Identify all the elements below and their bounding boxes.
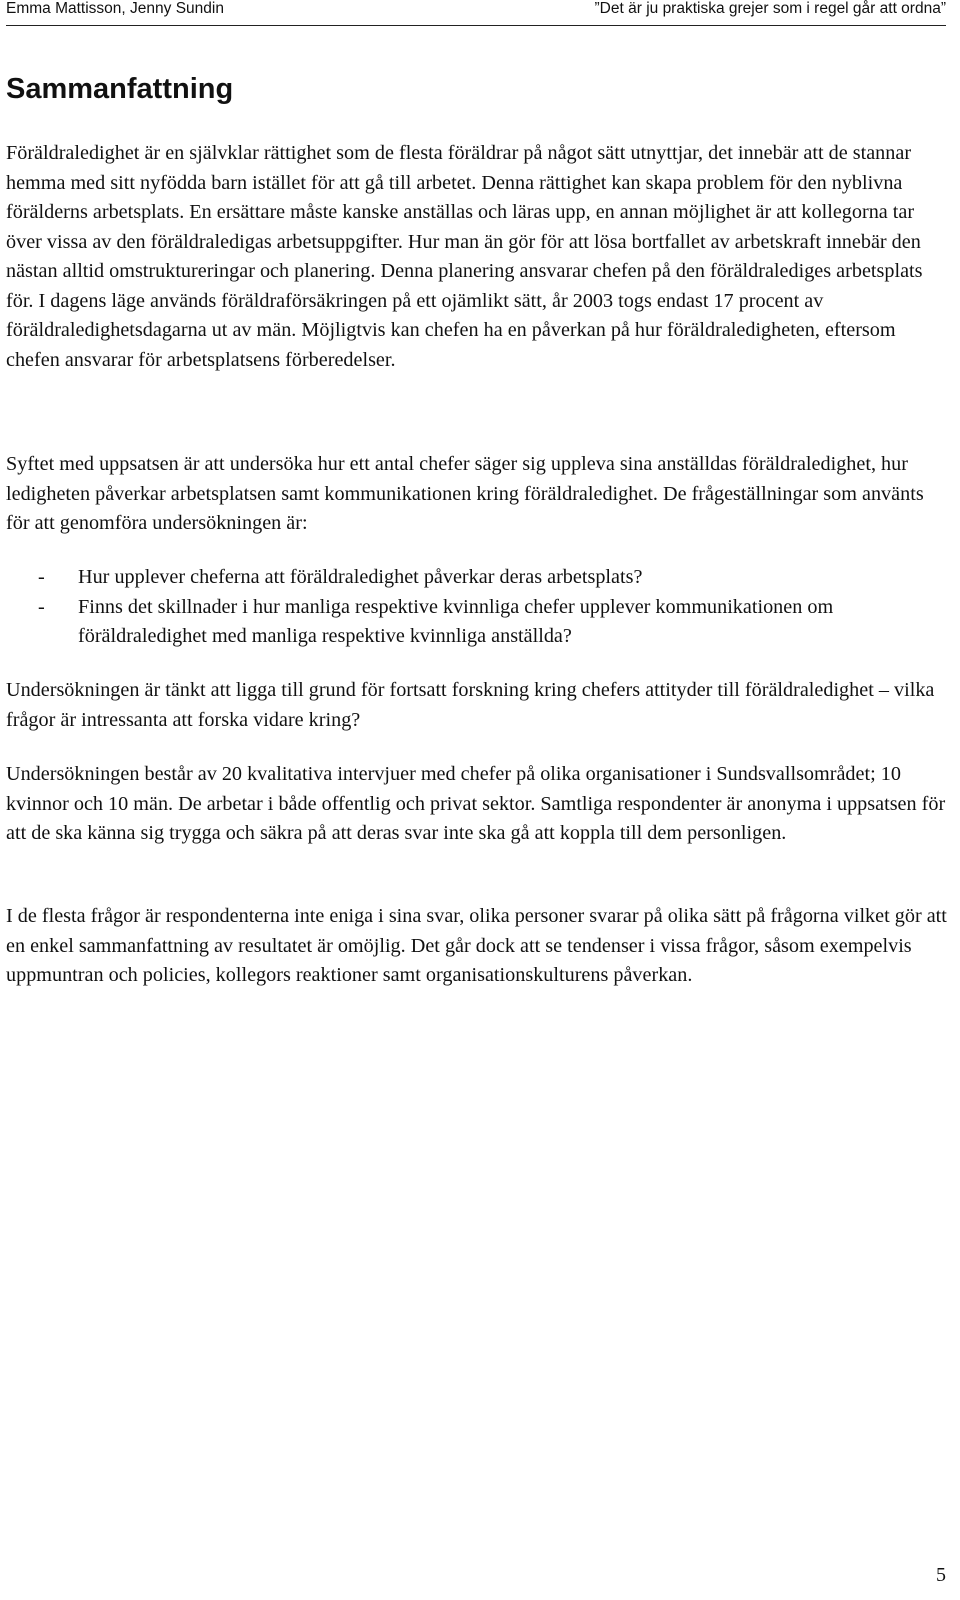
list-item-text: Hur upplever cheferna att föräldraledighet påverkar deras arbetsplats? xyxy=(78,566,643,588)
list-marker: - xyxy=(38,566,45,588)
summary-paragraph-5: I de flesta frågor är respondenterna inte eniga i sina svar, olika personer svarar på olika sätt på frågorna vilket gör att en enkel sammanfattning av resultatet är omöjlig. Det går dock att se tendenser i vissa frågor, såsom exempelvis uppmuntran och policies, kollegors reaktioner samt organisationskulturens påverkan. xyxy=(6,905,947,986)
header-divider xyxy=(6,25,946,26)
list-item xyxy=(6,593,950,652)
list-item-text: Finns det skillnader i hur manliga respektive kvinnliga chefer upplever kommunikationen om föräldraledighet med manliga respektive kvinnliga anställda? xyxy=(78,595,834,647)
summary-paragraph-1: Föräldraledighet är en självklar rättighet som de flesta föräldrar på något sätt utnyttjar, det innebär att de stannar hemma med sitt nyfödda barn istället för att gå till arbetet. Denna rättighet kan skapa problem för den nyblivna förälderns arbetsplats. En ersättare måste kanske anställas och läras upp, en annan möjlighet är att kollegorna tar över vissa av den föräldraledigas arbetsuppgifter. Hur man än gör för att lösa bortfallet av arbetskraft innebär den nästan alltid omstruktureringar och planering. Denna planering ansvarar chefen på den föräldralediges arbetsplats för. I dagens läge används föräldraförsäkringen på ett ojämlikt sätt, år 2003 togs endast 17 procent av föräldraledighetsdagarna ut av män. Möjligtvis kan chefen ha en påverkan på hur föräldraledigheten, eftersom chefen ansvarar för arbetsplatsens förberedelser. xyxy=(6,142,923,371)
list-item xyxy=(6,563,950,593)
list-marker: - xyxy=(38,595,45,618)
section-title: Sammanfattning xyxy=(6,73,234,105)
header-running-title: ”Det är ju praktiska grejer som i regel går att ordna” xyxy=(594,0,946,17)
page-header xyxy=(6,0,946,26)
research-questions-list xyxy=(6,563,950,652)
summary-paragraph-3: Undersökningen är tänkt att ligga till grund för fortsatt forskning kring chefers attityder till föräldraledighet – vilka frågor är intressanta att forska vidare kring? xyxy=(6,679,935,731)
summary-paragraph-2: Syftet med uppsatsen är att undersöka hur ett antal chefer säger sig uppleva sina anställdas föräldraledighet, hur ledigheten påverkar arbetsplatsen samt kommunikationen kring föräldraledighet. De frågeställningar som använts för att genomföra undersökningen är: xyxy=(6,453,924,534)
header-authors: Emma Mattisson, Jenny Sundin xyxy=(6,0,224,17)
page-number: 5 xyxy=(936,1564,946,1586)
summary-paragraph-4: Undersökningen består av 20 kvalitativa intervjuer med chefer på olika organisationer i Sundsvallsområdet; 10 kvinnor och 10 män. De arbetar i både offentlig och privat sektor. Samtliga respondenter är anonyma i uppsatsen för att de ska känna sig trygga och säkra på att deras svar inte ska gå att koppla till dem personligen. xyxy=(6,763,946,844)
